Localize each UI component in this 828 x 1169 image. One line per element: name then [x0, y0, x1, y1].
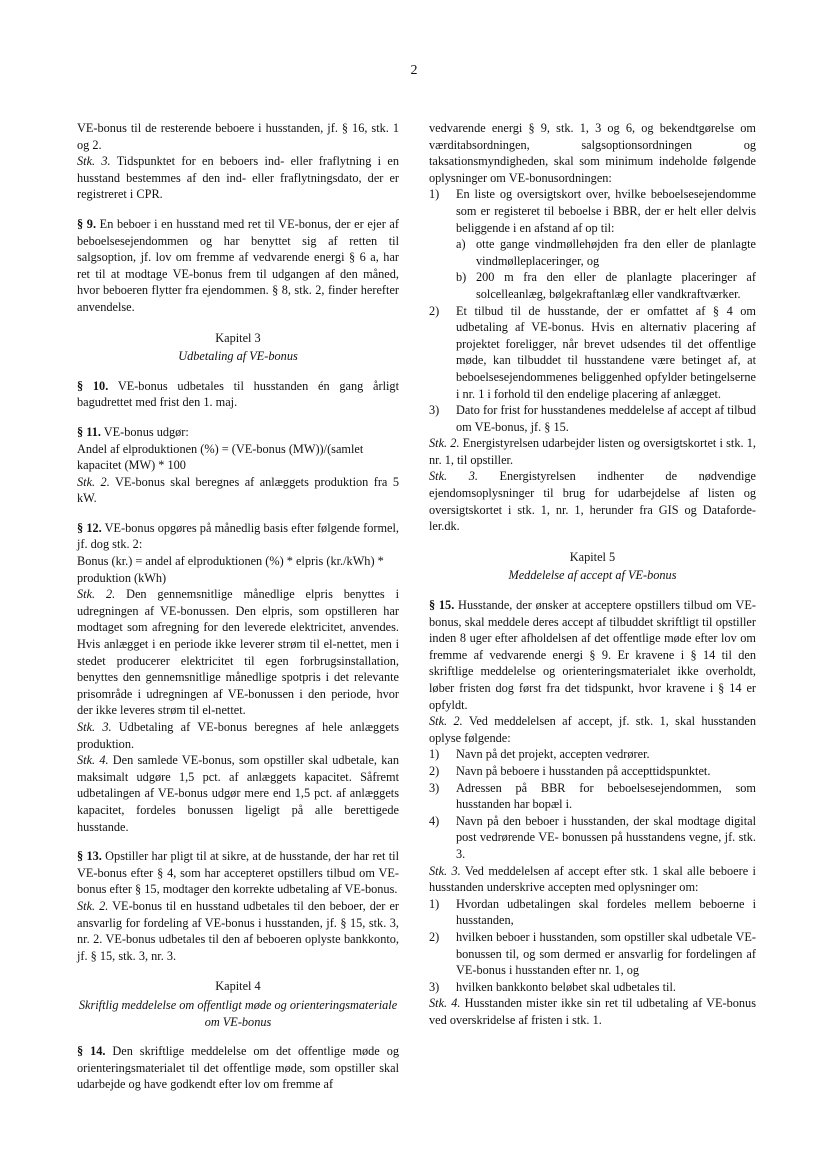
sub-list-letter: a)	[456, 237, 466, 252]
chapter-3-title: Kapitel 3	[215, 330, 261, 345]
paragraph	[77, 474, 399, 507]
page-number: 2	[410, 63, 418, 78]
list-item	[429, 979, 756, 996]
section-15	[429, 597, 756, 713]
list-item-text: Dato for frist for husstandenes meddelelse af accept af tilbud om VE-bonus, jf. § 15.	[456, 403, 756, 434]
list-item-text: Navn på beboere i husstanden på accepttidspunktet.	[456, 763, 711, 778]
list-number: 3)	[429, 780, 440, 795]
paragraph	[429, 435, 756, 468]
paragraph-text: Ved meddelelsen af accept efter stk. 1 skal alle beboere i husstanden underskrive accepten med oplysninger om:	[429, 863, 756, 895]
list-number: 3)	[429, 403, 440, 418]
list-item-text: Navn på det projekt, accepten vedrører.	[456, 747, 650, 762]
stk-label: Stk. 2.	[77, 474, 110, 489]
right-column	[429, 120, 756, 1028]
info-list	[429, 186, 756, 435]
chapter-4-title: Kapitel 4	[215, 979, 261, 994]
paragraph	[429, 863, 756, 896]
section-13	[77, 848, 399, 898]
paragraph-text: Energistyrelsen udarbejder listen og oversigtskortet i stk. 1, nr. 1, til opstiller.	[429, 436, 756, 467]
section-label: § 13.	[77, 849, 102, 864]
formula: Bonus (kr.) = andel af elproduktionen (%) * elpris (kr./kWh) * produktion (kWh)	[77, 554, 384, 585]
section-14	[77, 1043, 399, 1093]
sub-list-item	[456, 236, 756, 269]
section-11	[77, 424, 399, 441]
paragraph: VE-bonus til de resterende beboere i husstanden, jf. § 16, stk. 1 og 2.	[77, 121, 399, 152]
section-text: En beboer i en husstand med ret til VE-bonus, der er ejer af beboelsesejendommen og har benyttet sig af retten til salgsoption, jf. lov om fremme af vedvarende energi § 6 a, har ret til at modtage VE-bonus frem til udgangen af den måned, hvor beboeren flytter fra ejendommen. § 8, stk. 2, finder herefter anvendelse.	[77, 216, 399, 314]
paragraph-text: Udbetaling af VE-bonus beregnes af hele anlæggets produktion.	[77, 720, 399, 751]
chapter-5-subtitle: Meddelelse af accept af VE-bonus	[508, 568, 677, 583]
paragraph-text: Den gennemsnitlige månedlige elpris benyttes i udregningen af VE-bonussen. Den elpris, som opstilleren har modtaget som afregning for den leverede elektricitet, anvendes. Hvis anlægget i en periode ikke leverer strøm til el-nettet, men i stedet producerer elektricitet til egen forbrugsinstallation, benyttes den gennemsnitlige månedlige spotpris i det relevante prisområde i udregningen af VE-bonussen i den periode, hvor der ikke leveres strøm til el-nettet.	[77, 587, 399, 718]
paragraph	[77, 719, 399, 752]
chapter-3-subtitle: Udbetaling af VE-bonus	[178, 349, 298, 364]
list-item-text: Et tilbud til de husstande, der er omfattet af § 4 om udbetaling af VE-bonus. Hvis en alternativ placering af projektet foreligger, når brevet udsendes til det offentlige møde, kan tilbuddet til husstandene være betinget af, at beboelsesejendommenes beliggenhed opfylder betingelserne i nr. 1 i forhold til den endelige placering af anlægget.	[456, 303, 756, 401]
list-item	[429, 813, 756, 863]
paragraph	[77, 752, 399, 835]
list-number: 2)	[429, 303, 440, 318]
section-label: § 11.	[77, 424, 101, 439]
list-item-text: En liste og oversigtskort over, hvilke beboelsesejendomme som er registeret til beboelse i BBR, der er helt eller delvis beliggende i en afstand af op til:	[456, 187, 756, 235]
section-label: § 12.	[77, 520, 102, 535]
paragraph-text: VE-bonus skal beregnes af anlæggets produktion fra 5 kW.	[77, 474, 399, 506]
section-text: VE-bonus udgør:	[100, 424, 189, 439]
list-item	[429, 402, 756, 435]
list-item	[429, 746, 756, 763]
paragraph-text: Energistyrelsen indhenter de nødvendige ejendomsoplysninger til brug for udarbejdelse af listen og oversigtskortet i stk. 1, nr. 1, herunder fra GIS og Dataforde-ler.dk.	[429, 469, 756, 534]
section-label: § 10.	[77, 378, 109, 393]
stk-label: Stk. 3.	[429, 469, 478, 484]
paragraph	[429, 468, 756, 534]
section-9	[77, 216, 399, 316]
section-text: Opstiller har pligt til at sikre, at de husstande, der har ret til VE-bonus efter § 4, som har accepteret opstillers tilbud om VE-bonus efter § 15, modtager den korrekte udbetaling af VE-bonus.	[77, 849, 399, 897]
stk-label: Stk. 3.	[77, 720, 112, 734]
section-text: Den skriftlige meddelelse om det offentlige møde og orienteringsmaterialet til det offentlige møde, som opstiller skal udarbejde og have godkendt efter lov om fremme af	[77, 1044, 399, 1092]
sub-list-text: otte gange vindmøllehøjden fra den eller de planlagte vindmølleplaceringer, og	[476, 237, 756, 268]
list-number: 1)	[429, 187, 440, 202]
list-item	[429, 763, 756, 780]
paragraph-text: Ved meddelelsen af accept, jf. stk. 1, skal husstanden oplyse følgende:	[429, 714, 756, 745]
sub-list-text: 200 m fra den eller de planlagte placeringer af solcelleanlæg, bølgekraftanlæg eller vandkraftværker.	[476, 270, 756, 301]
paragraph	[77, 898, 399, 964]
section-text: VE-bonus udbetales til husstanden én gang årligt bagudrettet med frist den 1. maj.	[77, 378, 399, 410]
list-item	[429, 896, 756, 929]
list-item	[429, 780, 756, 813]
paragraph	[77, 153, 399, 203]
section-label: § 9.	[77, 216, 97, 231]
section-10	[77, 378, 399, 411]
sub-list-item	[456, 269, 756, 302]
list-item-text: Navn på den beboer i husstanden, der skal modtage digital post vedrørende VE- bonussen på husstandens vegne, jf. stk. 3.	[456, 813, 756, 861]
list-number: 1)	[429, 747, 440, 762]
stk-label: Stk. 2.	[429, 436, 460, 451]
section-text: Husstande, der ønsker at acceptere opstillers tilbud om VE-bonus, skal meddele deres accept af tilbuddet skriftligt til opstiller inden 8 uger efter afholdelsen af det offentlige møde efter lov om fremme af vedvarende energi § 9. Er kravene i § 14 til den skriftlige meddelelse og orienteringsmaterialet ikke overholdt, løber fristen dog først fra det tidspunkt, hvor kravene i § 14 er opfyldt.	[429, 598, 757, 712]
formula: Andel af elproduktionen (%) = (VE-bonus (MW))/(samlet kapacitet (MW) * 100	[77, 441, 364, 473]
paragraph	[429, 995, 756, 1028]
stk-label: Stk. 2.	[77, 587, 116, 602]
accept-info-list	[429, 746, 756, 862]
list-item-text: hvilken beboer i husstanden, som opstiller skal udbetale VE-bonussen til, og som dermed er ansvarlig for fordelingen af VE-bonus i husstanden efter nr. 1, og	[456, 929, 756, 978]
left-column	[77, 120, 399, 1093]
list-item	[429, 186, 756, 302]
paragraph: vedvarende energi § 9, stk. 1, 3 og 6, og bekendtgørelse om værditabsordningen, salgsoptionsordningen og taksationsmyndigheden, skal som minimum indeholde følgende oplysninger om VE-bonusordningen:	[429, 121, 756, 185]
section-12	[77, 520, 399, 553]
paragraph-text: Den samlede VE-bonus, som opstiller skal udbetale, kan maksimalt udgøre 1,5 pct. af anlæggets kapacitet. Såfremt udbetalingen af VE-bonus udgør mere end 1,5 pct. af anlæggets kapacitet, fordeles bonussen ligeligt på alle berettigede husstande.	[77, 753, 399, 834]
list-item-text: Hvordan udbetalingen skal fordeles mellem beboerne i husstanden,	[456, 896, 756, 928]
section-text: VE-bonus opgøres på månedlig basis efter følgende formel, jf. dog stk. 2:	[77, 520, 400, 552]
chapter-5-title: Kapitel 5	[569, 549, 616, 564]
list-item-text: hvilken bankkonto beløbet skal udbetales til.	[456, 979, 676, 994]
stk-label: Stk. 3.	[77, 154, 111, 169]
stk-label: Stk. 4.	[77, 753, 109, 768]
stk-label: Stk. 3.	[429, 863, 461, 878]
list-item	[429, 929, 756, 979]
section-label: § 15.	[429, 598, 455, 613]
list-number: 3)	[429, 979, 440, 994]
list-item-text: Adressen på BBR for beboelsesejendommen, som husstanden har bopæl i.	[456, 780, 756, 812]
stk-label: Stk. 2.	[77, 898, 109, 913]
stk-label: Stk. 2.	[429, 714, 463, 729]
chapter-4-subtitle: Skriftlig meddelelse om offentligt møde og orienteringsmateriale om VE-bonus	[78, 997, 398, 1029]
sub-list	[456, 236, 756, 302]
list-number: 1)	[429, 896, 440, 911]
signature-info-list	[429, 896, 756, 996]
paragraph-text: Husstanden mister ikke sin ret til udbetaling af VE-bonus ved overskridelse af fristen i stk. 1.	[429, 996, 756, 1027]
paragraph-text: Tidspunktet for en beboers ind- eller fraflytning i en husstand bestemmes af den ind- eller fraflytningsdato, der er registreret i CPR.	[77, 154, 399, 202]
stk-label: Stk. 4.	[429, 996, 461, 1011]
paragraph-text: VE-bonus til en husstand udbetales til den beboer, der er ansvarlig for fordeling af VE-bonus i husstanden, jf. § 15, stk. 3, nr. 2. VE-bonus udbetales til den af beboeren oplyste bankkonto, jf. § 15, stk. 3, nr. 3.	[77, 898, 399, 963]
list-number: 2)	[429, 929, 440, 944]
list-number: 2)	[429, 763, 440, 778]
list-item	[429, 303, 756, 403]
paragraph	[77, 586, 399, 719]
paragraph	[429, 713, 756, 746]
section-label: § 14.	[77, 1044, 106, 1059]
sub-list-letter: b)	[456, 270, 467, 285]
list-number: 4)	[429, 813, 440, 828]
